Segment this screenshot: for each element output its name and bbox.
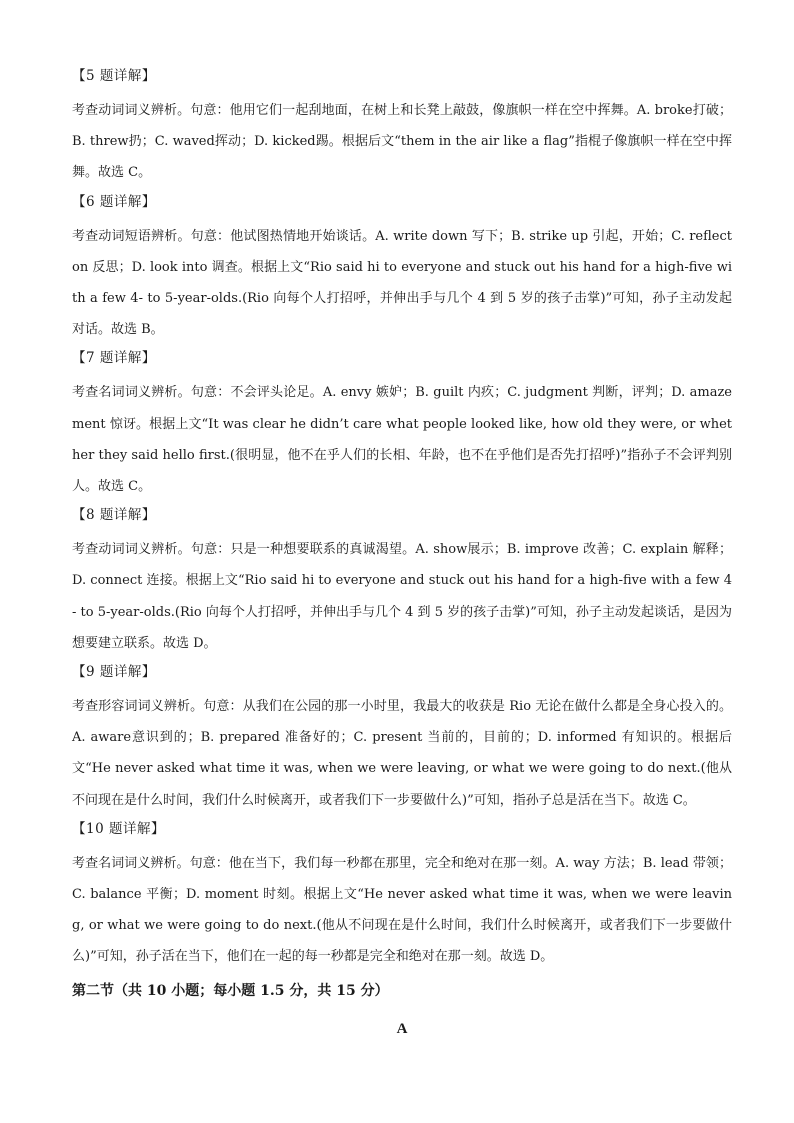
section-body: 考查形容词词义辨析。句意：从我们在公园的那一小时里，我最大的收获是 Rio 无论在做什么都是全身心投入的。A. aware意识到的；B. prepared 准备好的；C. present 当前的，目前的；D. informed 有知识的。根据后文“He never asked what time it was, when we were leaving, or what we were going to do next.(他从不问现在是什么时间，我们什么时候离开，或者我们下一步要做什么)”可知，指孙子总是活在当下。故选 C。 (72, 699, 732, 808)
explanation-q8 (72, 503, 732, 659)
section-heading: 【9 题详解】 (72, 664, 156, 681)
section-body: 考查名词词义辨析。句意：不会评头论足。A. envy 嫉妒；B. guilt 内疚；C. judgment 判断，评判；D. amazement 惊讶。根据上文“It was clear he didn’t care what people looked like, how old they were, or whether they said hello first.(很明显，他不在乎人们的长相、年龄，也不在乎他们是否先打招呼)”指孙子不会评判别人。故选 C。 (72, 385, 732, 495)
document-page (72, 64, 732, 1038)
explanation-q6 (72, 190, 732, 346)
section-body: 考查名词词义辨析。句意：他在当下，我们每一秒都在那里，完全和绝对在那一刻。A. way 方法；B. lead 带领；C. balance 平衡；D. moment 时刻。根据上文“He never asked what time it was, when we were leaving, or what we were going to do next.(他从不问现在是什么时间，我们什么时候离开，或者我们下一步要做什么)”可知，孙子活在当下，他们在一起的每一秒都是完全和绝对在那一刻。故选 D。 (72, 855, 732, 965)
section-body: 考查动词词义辨析。句意：只是一种想要联系的真诚渴望。A. show展示；B. improve 改善；C. explain 解释；D. connect 连接。根据上文“Rio said hi to everyone and stuck out his hand for a high-five with a few 4- to 5-year-olds.(Rio 向每个人打招呼，并伸出手与几个 4 到 5 岁的孩子击掌)”可知，孙子主动发起谈话，是因为想要建立联系。故选 D。 (72, 542, 732, 651)
part-title: 第二节（共 10 小题；每小题 1.5 分，共 15 分） (72, 982, 389, 999)
section-heading: 【6 题详解】 (72, 193, 156, 210)
section-body: 考查动词词义辨析。句意：他用它们一起刮地面，在树上和长凳上敲鼓，像旗帜一样在空中挥舞。A. broke打破；B. threw扔；C. waved挥动；D. kicked踢。根据后文“them in the air like a flag”指棍子像旗帜一样在空中挥舞。故选 C。 (72, 103, 732, 181)
passage-label: A (396, 1020, 408, 1037)
section-heading: 【10 题详解】 (72, 820, 165, 837)
section-heading: 【5 题详解】 (72, 68, 156, 84)
explanation-q7 (72, 346, 732, 502)
section-heading: 【8 题详解】 (72, 507, 156, 524)
explanation-q9 (72, 660, 732, 816)
explanation-q5 (72, 64, 732, 189)
section-body: 考查动词短语辨析。句意：他试图热情地开始谈话。A. write down 写下；B. strike up 引起，开始；C. reflect on 反思；D. look into 调查。根据上文“Rio said hi to everyone and stuck out his hand for a high-five with a few 4- to 5-year-olds.(Rio 向每个人打招呼，并伸出手与几个 4 到 5 岁的孩子击掌)”可知，孙子主动发起对话。故选 B。 (72, 228, 732, 338)
explanation-q10 (72, 817, 732, 973)
section-heading: 【7 题详解】 (72, 350, 156, 367)
